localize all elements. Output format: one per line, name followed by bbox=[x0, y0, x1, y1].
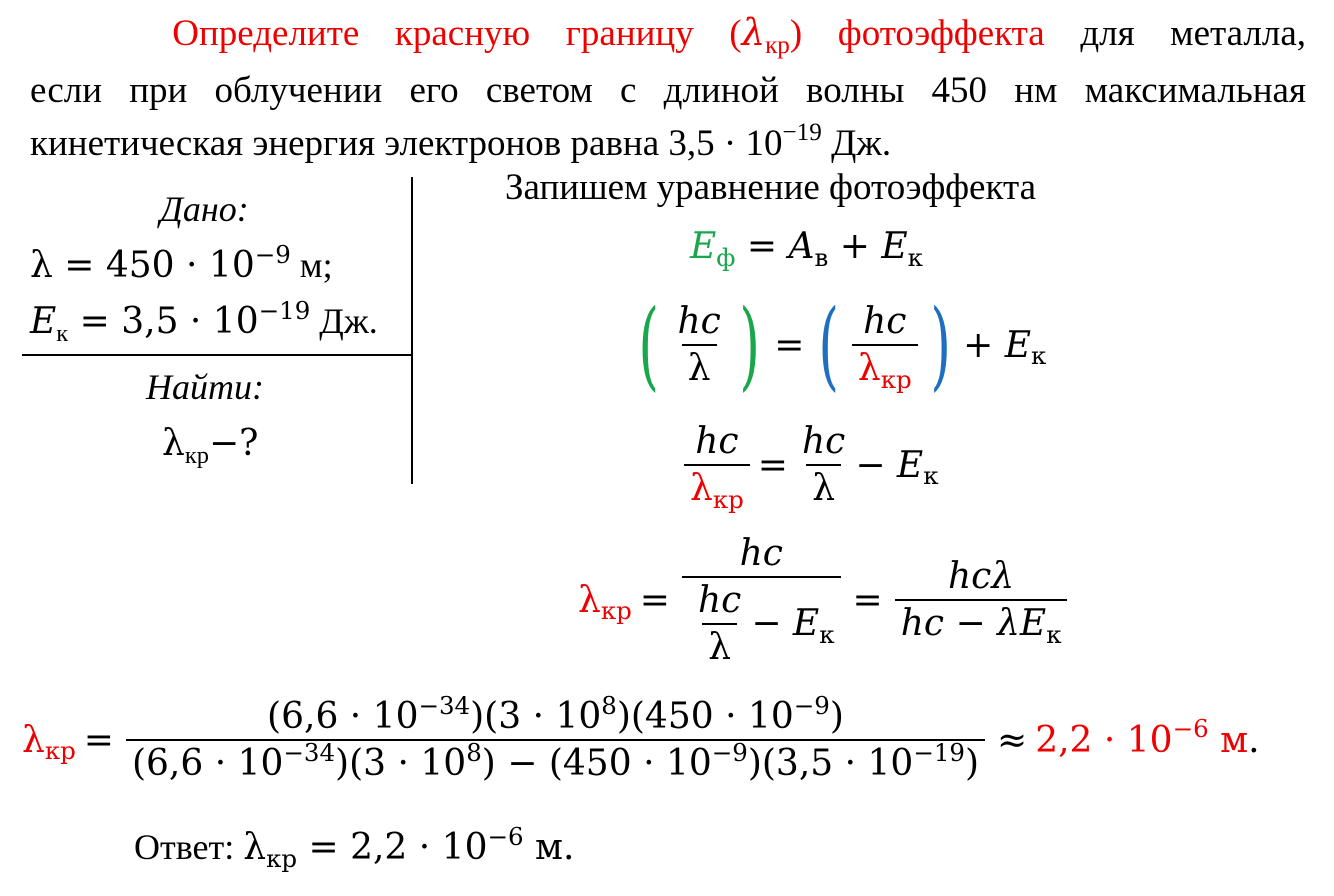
equation-rearranged: $\frac{hc}{\lambda_{кр}}$ = $\frac{hc}{\lambda}$ − $E_к$ bbox=[680, 410, 939, 520]
equation-numeric: $\lambda_{кр}$ = $\frac{(6,6 \cdot 10^{-34})(3 \cdot 10^8)(450 \cdot 10^{-9})}{(6,6 \cdot 10^{-34})(3 \cdot 10^8) - (450 \cdot 10^{-9})(3,5 \cdot 10^{-19})}$ ≈ $2,2 \cdot 10^{-6}$ м . bbox=[22, 690, 1260, 784]
find-heading: Найти: bbox=[146, 367, 264, 407]
given-divider-vertical bbox=[411, 177, 413, 484]
fraction-numeric bbox=[126, 690, 985, 784]
equation-lambda-kr-formula: $\lambda_{кр}$ = hc $\frac{hc}{\lambda}$ − $E_к$ = $\frac{\text{hcλ}}{hc - \lambda E_к}$ bbox=[578, 530, 1071, 670]
fraction-compound: hc $\frac{hc}{\lambda}$ − $E_к$ bbox=[682, 533, 841, 668]
numeric-result: $2,2 \cdot 10^{-6}$ м bbox=[1035, 714, 1249, 761]
given-ek: $E_к = 3,5 \cdot 10^{-19}$ Дж. bbox=[30, 295, 378, 347]
green-paren-right: ) bbox=[739, 289, 760, 401]
answer: Ответ: $\lambda_{кр} = 2,2 \cdot 10^{-6}$ м. bbox=[134, 821, 575, 873]
problem-line-1: Определите красную границу $(\lambda_{кр})$ фотоэффекта для металла, bbox=[172, 11, 1306, 60]
numeric-numerator: $(6,6 \cdot 10^{-34})(3 \cdot 10^8)(450 \cdot 10^{-9})$ bbox=[267, 690, 844, 737]
given-lambda: $\lambda = 450 \cdot 10^{-9}$ м; bbox=[30, 239, 333, 286]
problem-line-3: кинетическая энергия электронов равна $3,5 \cdot 10^{-19}$ Дж. bbox=[30, 119, 892, 164]
green-paren-left: ( bbox=[638, 289, 660, 401]
equation-photoeffect: $E_ф = A_в + E_к$ bbox=[690, 226, 923, 272]
solution-intro: Запишем уравнение фотоэффекта bbox=[505, 167, 1037, 208]
fraction-final-formula: $\frac{\text{hcλ}}{hc - \lambda E_к}$ bbox=[895, 556, 1068, 644]
fraction-hc-lambda-kr: $\frac{hc}{\lambda_{кр}}$ bbox=[852, 301, 918, 389]
given-heading: Дано: bbox=[160, 189, 249, 229]
task-highlight: Определите красную границу $(\lambda_{кр})$ фотоэффекта bbox=[172, 11, 1045, 60]
blue-paren-left: ( bbox=[818, 289, 840, 401]
fraction-hc-lambda: $\frac{hc}{\lambda}$ bbox=[677, 301, 721, 389]
given-divider-horizontal bbox=[22, 354, 412, 356]
fraction-hc-lambda-kr-2: $\frac{hc}{\lambda_{кр}}$ bbox=[684, 421, 750, 509]
problem-line-2: если при облучении его светом с длиной волны 450 нм максимальная bbox=[30, 70, 1306, 111]
problem-statement bbox=[30, 6, 1306, 174]
find-value: $\lambda_{кр}-$? bbox=[162, 423, 259, 469]
fraction-hc-lambda-2: $\frac{hc}{\lambda}$ bbox=[801, 421, 846, 509]
equation-energy-expanded: ( $\frac{hc}{\lambda}$ ) = ( $\frac{hc}{\lambda_{кр}}$ ) + $E_к$ bbox=[638, 289, 1047, 401]
numeric-denominator: $(6,6 \cdot 10^{-34})(3 \cdot 10^8) - (450 \cdot 10^{-9})(3,5 \cdot 10^{-19})$ bbox=[126, 739, 985, 784]
blue-paren-right: ) bbox=[930, 289, 951, 401]
